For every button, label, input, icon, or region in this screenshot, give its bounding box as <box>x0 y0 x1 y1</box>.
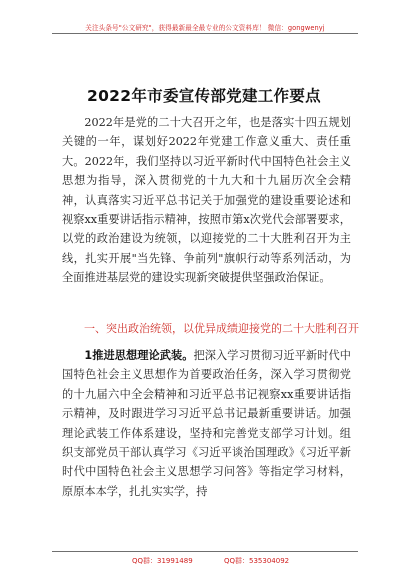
document-title: 2022年市委宣传部党建工作要点 <box>87 87 321 105</box>
footer-qq-group-2: QQ群：535304092 <box>224 557 290 565</box>
intro-paragraph: 2022年是党的二十大召开之年，也是落实十四五规划关键的一年，谋划好2022年党建工作意义重大、责任重大。2022年，我们坚持以习近平新时代中国特色社会主义思想为指导，深入贯彻党的十九大和十九届历次全会精神，认真落实习近平总书记关于加强党的建设重要论述和视察xx重要讲话指示精神，按照市第x次党代会部署要求，以党的政治建设为统领，以迎接党的二十大胜利召开为主线，扎实开展"当先锋、争前列"旗帜行动等系列活动，为全面推进基层党的建设实现新突破提供坚强政治保证。 <box>62 116 351 285</box>
item-1-paragraph <box>62 346 351 501</box>
footer-qq-group-1: QQ群：31991489 <box>132 557 193 565</box>
footer-divider <box>52 551 358 552</box>
section-heading-1: 一、突出政治统领，以优异成绩迎接党的二十大胜利召开 <box>84 322 359 335</box>
item-1-section <box>62 346 351 501</box>
item-1-text: 把深入学习贯彻习近平新时代中国特色社会主义思想作为首要政治任务，深入学习贯彻党的十九届六中全会精神和习近平总书记视察xx重要讲话指示精神，及时跟进学习习近平总书记最新重要讲话。加强理论武装工作体系建设，坚持和完善党支部学习计划。组织支部党员干部认真学习《习近平谈治国理政》《习近平新时代中国特色社会主义思想学习问答》等指定学习材料，原原本本学，扎扎实实学，持 <box>62 349 351 498</box>
item-1-lead: 1推进思想理论武装。 <box>84 349 194 362</box>
intro-section <box>62 113 351 288</box>
header-banner: 关注头条号"公文研究"，获得最新最全最专业的公文资料库！ 微信：gongwenyj <box>85 24 325 32</box>
header-divider <box>52 33 358 34</box>
